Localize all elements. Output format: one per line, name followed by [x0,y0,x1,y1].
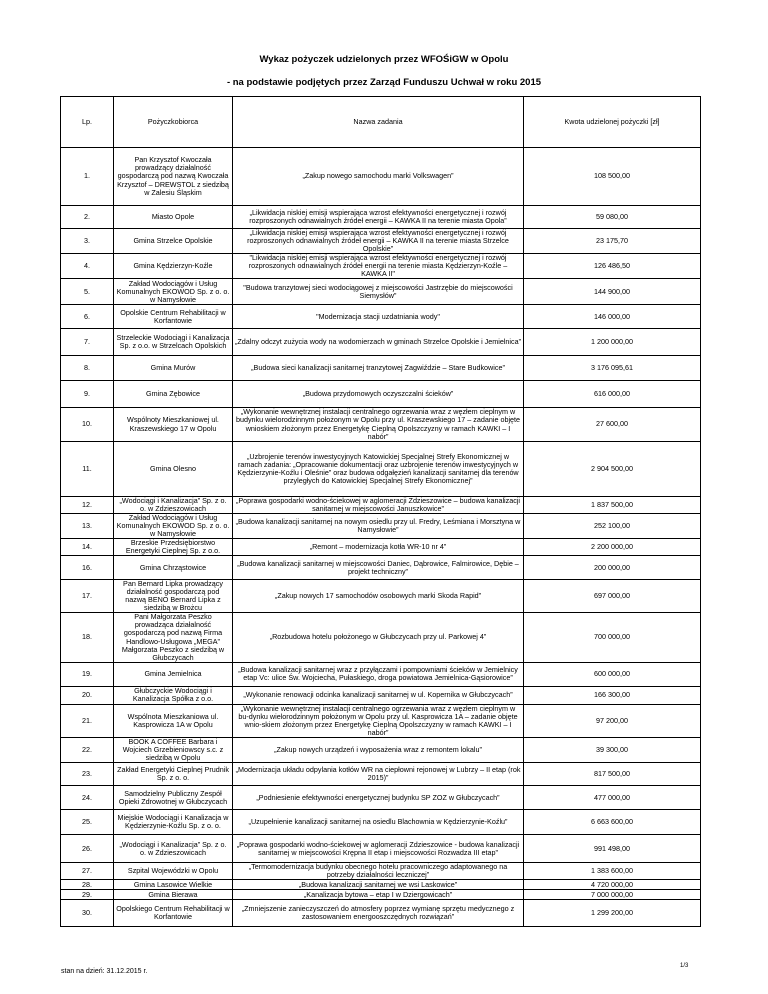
row-amount: 616 000,00 [524,381,701,408]
table-row [61,900,701,927]
row-amount: 146 000,00 [524,305,701,329]
page-number: 1/3 [680,963,689,969]
row-lp: 14. [61,538,114,555]
row-borrower: Gmina Murów [114,356,233,381]
row-task: "Likwidacja niskiej emisji wspierająca wzrost efektywności energetycznej i rozwój rozproszonych odnawialnych źródeł energii na terenie miasta Kędzierzyn-Koźle – KAWKA II" [233,254,524,279]
row-amount: 97 200,00 [524,704,701,737]
row-lp: 25. [61,810,114,835]
table-row [61,513,701,538]
header-amount: Kwota udzielonej pożyczki [zł] [524,97,701,148]
row-task: „Budowa kanalizacji sanitarnej wraz z przyłączami i pompowniami ścieków w Jemielnicy etap Vc: ulice Św. Wojciecha, Pułaskiego, droga powiatowa Jemielnica-Gąsiorowice” [233,662,524,686]
row-task: „Wykonanie renowacji odcinka kanalizacji sanitarnej w ul. Kopernika w Głubczycach” [233,686,524,704]
row-lp: 16. [61,556,114,580]
row-amount: 108 500,00 [524,148,701,206]
row-amount: 817 500,00 [524,763,701,786]
table-row [61,686,701,704]
row-task: „Budowa kanalizacji sanitarnej na nowym osiedlu przy ul. Fredry, Leśmiana i Morsztyna w Namysłowie” [233,513,524,538]
row-borrower: Miejskie Wodociągi i Kanalizacja w Kędzierzynie-Koźlu Sp. z o. o. [114,810,233,835]
row-task: „Likwidacja niskiej emisji wspierająca wzrost efektywności energetycznej i rozwój rozproszonych odnawialnych źródeł energii – KAWKA II na terenie miasta Strzelce Opolskie” [233,229,524,254]
table-header-row [61,97,701,148]
row-task: "Budowa tranzytowej sieci wodociągowej z miejscowości Jastrzębie do miejscowości Siemysłów" [233,279,524,305]
row-amount: 200 000,00 [524,556,701,580]
row-borrower: Pan Krzysztof Kwoczała prowadzący działalność gospodarczą pod nazwą Kwoczała Krzysztof – DREWSTOL z siedzibą w Zalesiu Śląskim [114,148,233,206]
row-lp: 2. [61,206,114,229]
row-amount: 27 600,00 [524,408,701,441]
row-amount: 39 300,00 [524,737,701,762]
header-task: Nazwa zadania [233,97,524,148]
row-amount: 1 299 200,00 [524,900,701,927]
row-borrower: Gmina Zębowice [114,381,233,408]
table-row [61,704,701,737]
row-lp: 9. [61,381,114,408]
row-amount: 477 000,00 [524,786,701,810]
row-amount: 1 200 000,00 [524,329,701,356]
row-amount: 700 000,00 [524,613,701,662]
row-amount: 166 300,00 [524,686,701,704]
row-lp: 8. [61,356,114,381]
row-borrower: Gmina Kędzierzyn-Koźle [114,254,233,279]
row-amount: 1 837 500,00 [524,496,701,513]
table-row [61,408,701,441]
row-borrower: Gmina Olesno [114,441,233,496]
row-borrower: Gmina Strzelce Opolskie [114,229,233,254]
row-task: „Modernizacja układu odpylania kotłów WR na ciepłowni rejonowej w Lubrzy – II etap (rok 2015)” [233,763,524,786]
row-amount: 3 176 095,61 [524,356,701,381]
table-row [61,890,701,900]
row-borrower: Gmina Chrząstowice [114,556,233,580]
table-row [61,279,701,305]
row-task: „Poprawa gospodarki wodno-ściekowej w aglomeracji Zdzieszowice – budowa kanalizacji sanitarnej w miejscowości Januszkowice” [233,496,524,513]
row-lp: 26. [61,835,114,863]
row-lp: 11. [61,441,114,496]
row-lp: 21. [61,704,114,737]
loans-table [60,96,701,927]
row-amount: 991 498,00 [524,835,701,863]
row-amount: 2 904 500,00 [524,441,701,496]
table-row [61,254,701,279]
row-lp: 28. [61,880,114,890]
table-row [61,206,701,229]
table-row [61,737,701,762]
row-borrower: Wspólnoty Mieszkaniowej ul. Kraszewskiego 17 w Opolu [114,408,233,441]
table-row [61,356,701,381]
row-task: „Kanalizacja bytowa – etap I w Dziergowicach” [233,890,524,900]
row-task: „Budowa kanalizacji sanitarnej w miejscowości Daniec, Dąbrowice, Falmirowice, Dębie – projekt techniczny” [233,556,524,580]
row-lp: 4. [61,254,114,279]
table-row [61,381,701,408]
table-row [61,613,701,662]
row-lp: 13. [61,513,114,538]
row-borrower: BOOK A COFFEE Barbara i Wojciech Grzebieniowscy s.c. z siedzibą w Opolu [114,737,233,762]
row-task: „Wykonanie wewnętrznej instalacji centralnego ogrzewania wraz z węzłem cieplnym w bu-dynku wielorodzinnym położonym w Opolu przy ul. Kasprowicza 1A – zadanie objęte wnio-skiem złożonym przez Energetykę Cieplną Opolszczyzny w ramach KAWKI – I nabór” [233,704,524,737]
row-task: „Poprawa gospodarki wodno-ściekowej w aglomeracji Zdzieszowice - budowa kanalizacji sanitarnej w miejscowości Krępna II etap i miejscowości Rozwadza III etap” [233,835,524,863]
row-amount: 144 900,00 [524,279,701,305]
row-task: „Wykonanie wewnętrznej instalacji centralnego ogrzewania wraz z węzłem cieplnym w budynku wielorodzinnym położonym w Opolu przy ul. Kraszewskiego 17 – zadanie objęte wnioskiem złożonym przez Energetykę Cieplną Opolszczyzny w ramach KAWKI – I nabór” [233,408,524,441]
row-lp: 23. [61,763,114,786]
row-lp: 17. [61,580,114,613]
row-amount: 6 663 600,00 [524,810,701,835]
table-row [61,880,701,890]
row-borrower: Miasto Opole [114,206,233,229]
row-task: „Zakup nowego samochodu marki Volkswagen” [233,148,524,206]
row-borrower: Brzeskie Przedsiębiorstwo Energetyki Cieplnej Sp. z o.o. [114,538,233,555]
row-lp: 30. [61,900,114,927]
row-lp: 10. [61,408,114,441]
row-borrower: Zakład Energetyki Cieplnej Prudnik Sp. z o. o. [114,763,233,786]
row-borrower: Opolskiego Centrum Rehabilitacji w Korfantowie [114,900,233,927]
row-task: „Zmniejszenie zanieczyszczeń do atmosfery poprzez wymianę sprzętu medycznego z zastosowaniem energooszczędnych rozwiązań” [233,900,524,927]
row-amount: 252 100,00 [524,513,701,538]
row-borrower: Zakład Wodociągów i Usług Komunalnych EKOWOD Sp. z o. o. w Namysłowie [114,513,233,538]
row-task: „Zakup nowych urządzeń i wyposażenia wraz z remontem lokalu” [233,737,524,762]
row-amount: 23 175,70 [524,229,701,254]
row-task: „Budowa kanalizacji sanitarnej we wsi Laskowice” [233,880,524,890]
table-row [61,305,701,329]
row-amount: 126 486,50 [524,254,701,279]
row-lp: 24. [61,786,114,810]
row-lp: 12. [61,496,114,513]
table-row [61,329,701,356]
header-lp: Lp. [61,97,114,148]
table-row [61,556,701,580]
row-lp: 22. [61,737,114,762]
row-task: „Uzbrojenie terenów inwestycyjnych Katowickiej Specjalnej Strefy Ekonomicznej w ramach zadania: „Opracowanie dokumentacji oraz uzbrojenie terenów inwestycyjnych w Kędzierzynie-Koźlu i Oleśnie” oraz budowa odgałęzień kanalizacji sanitarnej dla terenów przyległych do Katowickiej Specjalnej Strefy Ekonomicznej” [233,441,524,496]
row-borrower: Zakład Wodociągów i Usług Komunalnych EKOWOD Sp. z o. o. w Namysłowie [114,279,233,305]
table-row [61,148,701,206]
row-borrower: Szpital Wojewódzki w Opolu [114,863,233,880]
row-lp: 6. [61,305,114,329]
row-lp: 1. [61,148,114,206]
row-task: „Remont – modernizacja kotła WR-10 nr 4” [233,538,524,555]
header-borrower: Pożyczkobiorca [114,97,233,148]
row-lp: 29. [61,890,114,900]
row-task: „Budowa przydomowych oczyszczalni ścieków” [233,381,524,408]
row-borrower: Gmina Bierawa [114,890,233,900]
table-row [61,580,701,613]
row-amount: 1 383 600,00 [524,863,701,880]
row-borrower: Pan Bernard Lipka prowadzący działalność gospodarczą pod nazwą BENO Bernard Lipka z siedzibą w Brożcu [114,580,233,613]
row-amount: 59 080,00 [524,206,701,229]
row-task: „Budowa sieci kanalizacji sanitarnej tranzytowej Zagwiździe – Stare Budkowice” [233,356,524,381]
row-borrower: Samodzielny Publiczny Zespół Opieki Zdrowotnej w Głubczycach [114,786,233,810]
row-borrower: „Wodociągi i Kanalizacja” Sp. z o. o. w Zdzieszowicach [114,496,233,513]
row-borrower: Gmina Lasowice Wielkie [114,880,233,890]
table-row [61,662,701,686]
table-row [61,810,701,835]
row-task: „Termomodernizacja budynku obecnego hotelu pracowniczego adaptowanego na potrzeby działalności leczniczej” [233,863,524,880]
table-row [61,229,701,254]
row-lp: 5. [61,279,114,305]
row-task: „Likwidacja niskiej emisji wspierająca wzrost efektywności energetycznej i rozwój rozproszonych odnawialnych źródeł energii – KAWKA II na terenie miasta Opola” [233,206,524,229]
row-borrower: Wspólnota Mieszkaniowa ul. Kasprowicza 1A w Opolu [114,704,233,737]
row-lp: 18. [61,613,114,662]
row-borrower: Strzeleckie Wodociągi i Kanalizacja Sp. z o.o. w Strzelcach Opolskich [114,329,233,356]
row-task: „Rozbudowa hotelu położonego w Głubczycach przy ul. Parkowej 4” [233,613,524,662]
table-row [61,863,701,880]
table-row [61,538,701,555]
row-task: „Podniesienie efektywności energetycznej budynku SP ZOZ w Głubczycach” [233,786,524,810]
row-borrower: Gmina Jemielnica [114,662,233,686]
row-lp: 7. [61,329,114,356]
row-borrower: Opolskie Centrum Rehabilitacji w Korfantowie [114,305,233,329]
row-lp: 27. [61,863,114,880]
table-row [61,496,701,513]
row-borrower: „Wodociągi i Kanalizacja” Sp. z o. o. w Zdzieszowicach [114,835,233,863]
row-borrower: Pani Małgorzata Peszko prowadząca działalność gospodarczą pod nazwą Firma Handlowo-Usługowa „MEGA” Małgorzata Peszko z siedzibą w Głubczycach [114,613,233,662]
row-task: „Uzupełnienie kanalizacji sanitarnej na osiedlu Blachownia w Kędzierzynie-Koźlu” [233,810,524,835]
document-subtitle: - na podstawie podjętych przez Zarząd Funduszu Uchwał w roku 2015 [226,77,542,88]
footer-date: stan na dzień: 31.12.2015 r. [61,968,148,975]
row-amount: 697 000,00 [524,580,701,613]
table-row [61,763,701,786]
row-task: „Zakup nowych 17 samochodów osobowych marki Skoda Rapid” [233,580,524,613]
table-body [61,148,701,927]
table-row [61,441,701,496]
document-title: Wykaz pożyczek udzielonych przez WFOŚiGW w Opolu [259,54,509,65]
row-lp: 19. [61,662,114,686]
row-amount: 600 000,00 [524,662,701,686]
table-row [61,786,701,810]
row-task: "Modernizacja stacji uzdatniania wody" [233,305,524,329]
row-amount: 2 200 000,00 [524,538,701,555]
row-amount: 7 000 000,00 [524,890,701,900]
row-lp: 3. [61,229,114,254]
table-row [61,835,701,863]
row-lp: 20. [61,686,114,704]
row-amount: 4 720 000,00 [524,880,701,890]
row-borrower: Głubczyckie Wodociągi i Kanalizacja Spółka z o.o. [114,686,233,704]
row-task: „Zdalny odczyt zużycia wody na wodomierzach w gminach Strzelce Opolskie i Jemielnica” [233,329,524,356]
